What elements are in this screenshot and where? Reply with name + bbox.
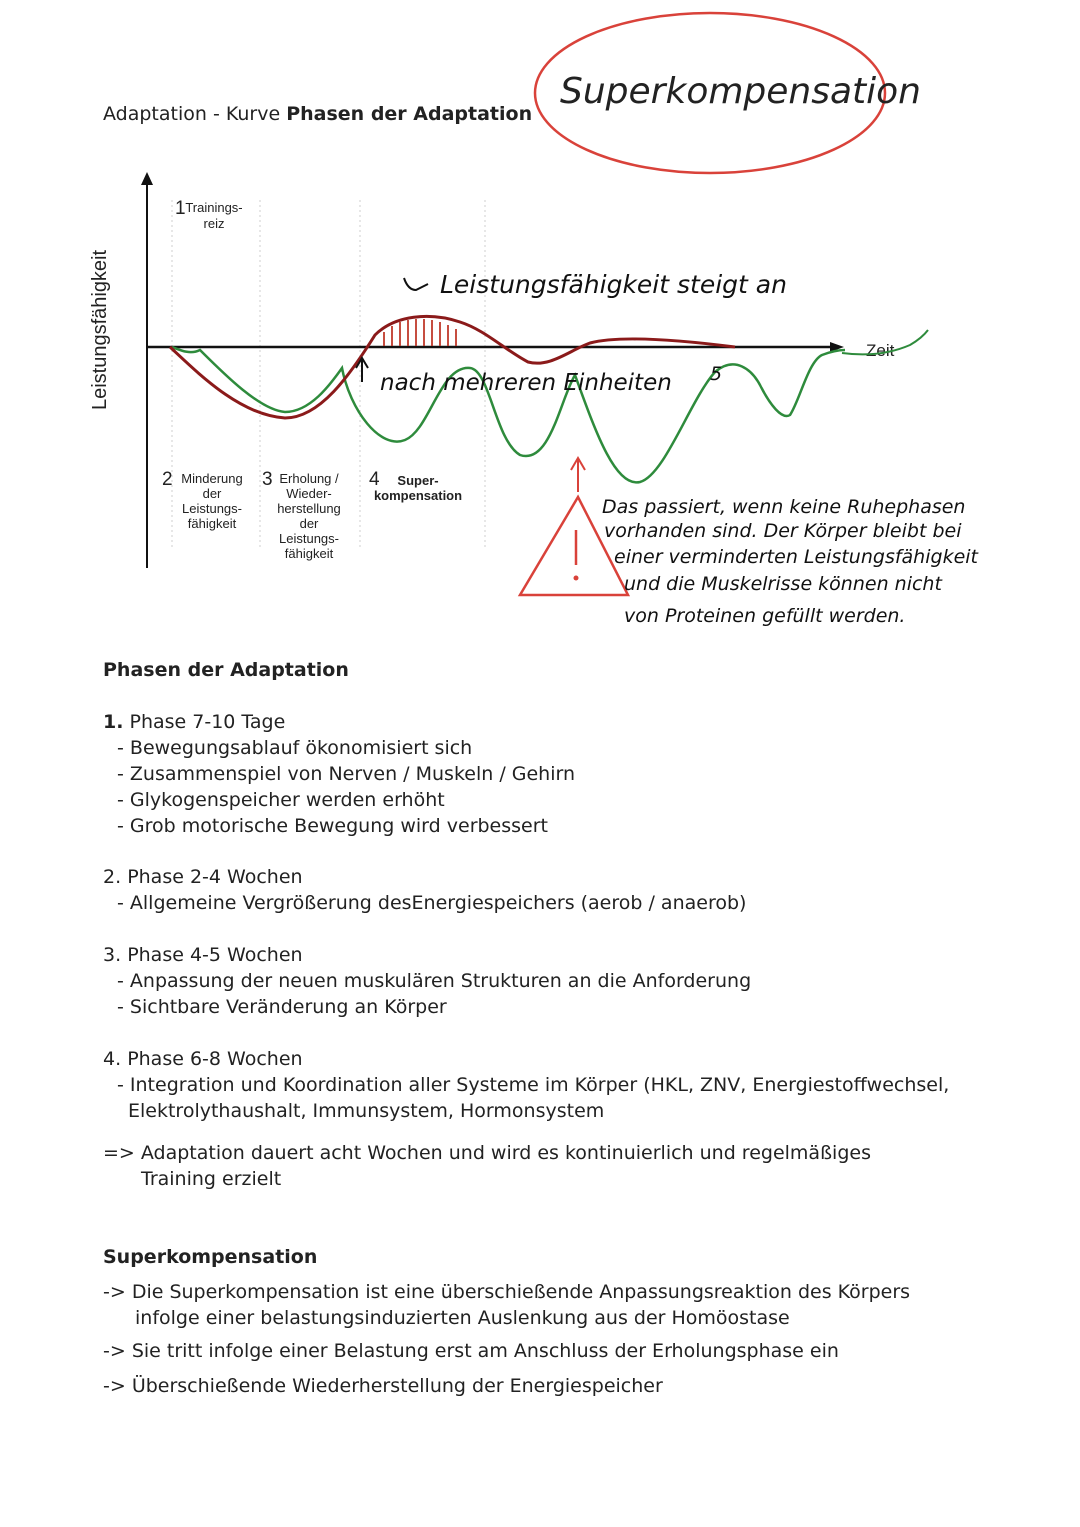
phase3-text-line6: fähigkeit [284, 546, 334, 561]
phase1-label [175, 198, 243, 231]
phase2-text-line3: Leistungs- [182, 501, 242, 516]
phase-3-label: Phase 4-5 Wochen [127, 944, 303, 966]
phase4-text-line1: Super- [397, 473, 439, 488]
phase-3 [103, 942, 751, 1020]
phase3-text-line2: Wieder- [286, 486, 332, 501]
phase2-label [162, 469, 243, 531]
phase3-text-line3: herstellung [277, 501, 341, 516]
phases-conclusion [103, 1140, 871, 1192]
superkomp-line-1 [103, 1279, 910, 1331]
phase-2-label: Phase 2-4 Wochen [127, 866, 303, 888]
phase3-number: 3 [262, 469, 273, 490]
phase-4-label: Phase 6-8 Wochen [127, 1048, 303, 1070]
warning-note-line1: Das passiert, wenn keine Ruhephasen [602, 496, 966, 518]
y-axis-label: Leistungsfähigkeit [89, 249, 111, 411]
phase4-text-line2: kompensation [373, 488, 463, 503]
warning-note-line3: einer verminderten Leistungsfähigkeit [614, 546, 978, 568]
superkomp-line-1b: infolge einer belastungsinduzierten Auslenkung aus der Homöostase [135, 1307, 790, 1329]
phase-2 [103, 864, 746, 916]
phase-3-bullet: - Sichtbare Veränderung an Körper [103, 994, 751, 1020]
phase-1-label: Phase 7-10 Tage [129, 711, 286, 733]
phase-1 [103, 709, 575, 839]
phase-1-bullet: - Zusammenspiel von Nerven / Muskeln / Gehirn [103, 761, 575, 787]
phase-2-bullet: - Allgemeine Vergrößerung desEnergiespeichers (aerob / anaerob) [103, 890, 746, 916]
note-after-sessions: nach mehreren Einheiten [380, 370, 672, 396]
circle-note: Superkompensation [560, 71, 922, 112]
superkomp-line-3a: -> Überschießende Wiederherstellung der Energiespeicher [103, 1375, 663, 1397]
superkomp-line-1a: -> Die Superkompensation ist eine überschießende Anpassungsreaktion des Körpers [103, 1281, 911, 1303]
adaptation-diagram [0, 0, 1080, 660]
warning-note-line4: und die Muskelrisse können nicht [624, 573, 942, 595]
warning-note-line5: von Proteinen gefüllt werden. [624, 605, 906, 627]
superkomp-title: Superkompensation [103, 1246, 318, 1268]
phase-4-continuation: Elektrolythaushalt, Immunsystem, Hormonsystem [128, 1100, 605, 1122]
phase-1-bullet: - Grob motorische Bewegung wird verbessert [103, 813, 575, 839]
warning-note-line2: vorhanden sind. Der Körper bleibt bei [604, 520, 962, 542]
phase2-number: 2 [162, 469, 173, 490]
superkomp-line-2a: -> Sie tritt infolge einer Belastung erst am Anschluss der Erholungsphase ein [103, 1340, 839, 1362]
phase1-number: 1 [175, 198, 186, 219]
superkomp-line-2 [103, 1338, 839, 1364]
phase-4-num: 4. [103, 1048, 122, 1070]
phase2-text-line4: fähigkeit [187, 516, 237, 531]
phase-1-num: 1. [103, 711, 124, 733]
rise-arrow-icon [404, 278, 428, 290]
phase1-text-line1: Trainings- [185, 200, 243, 215]
note-rise: Leistungsfähigkeit steigt an [440, 270, 787, 299]
conclusion-line2: Training erzielt [141, 1168, 282, 1190]
phase4-label [369, 469, 462, 503]
curve-no-rest [172, 347, 845, 482]
phase4-number: 4 [369, 469, 380, 490]
note-five: 5 [710, 363, 723, 385]
phase3-text-line4: der [299, 516, 319, 531]
phases-title: Phasen der Adaptation [103, 659, 349, 681]
curve-ideal [170, 316, 735, 418]
phase-1-bullet: - Bewegungsablauf ökonomisiert sich [103, 735, 575, 761]
phase-3-num: 3. [103, 944, 122, 966]
heading-bold: Phasen der Adaptation [286, 103, 533, 125]
phase3-text-line5: Leistungs- [279, 531, 339, 546]
phase1-text-line2: reiz [203, 216, 225, 231]
x-axis-label: Zeit [866, 341, 895, 360]
phase2-text-line2: der [202, 486, 222, 501]
phase-3-bullet: - Anpassung der neuen muskulären Strukturen an die Anforderung [103, 968, 751, 994]
y-axis-arrow [141, 172, 153, 185]
conclusion-line1: => Adaptation dauert acht Wochen und wird es kontinuierlich und regelmäßiges [103, 1142, 871, 1164]
superkomp-line-3 [103, 1373, 663, 1399]
phase-4 [103, 1046, 949, 1124]
phase2-text-line1: Minderung [181, 471, 243, 486]
warning-up-arrow-icon [571, 458, 585, 492]
phase-1-bullet: - Glykogenspeicher werden erhöht [103, 787, 575, 813]
phase3-label [262, 469, 341, 561]
superkomp-section [103, 1244, 317, 1270]
phase3-text-line1: Erholung / [279, 471, 339, 486]
phase-2-num: 2. [103, 866, 122, 888]
phases-section [103, 657, 349, 683]
phase-4-bullet: - Integration und Koordination aller Systeme im Körper (HKL, ZNV, Energiestoffwechsel, [103, 1072, 949, 1098]
warning-note [602, 496, 980, 627]
heading-prefix: Adaptation - Kurve [103, 103, 287, 125]
